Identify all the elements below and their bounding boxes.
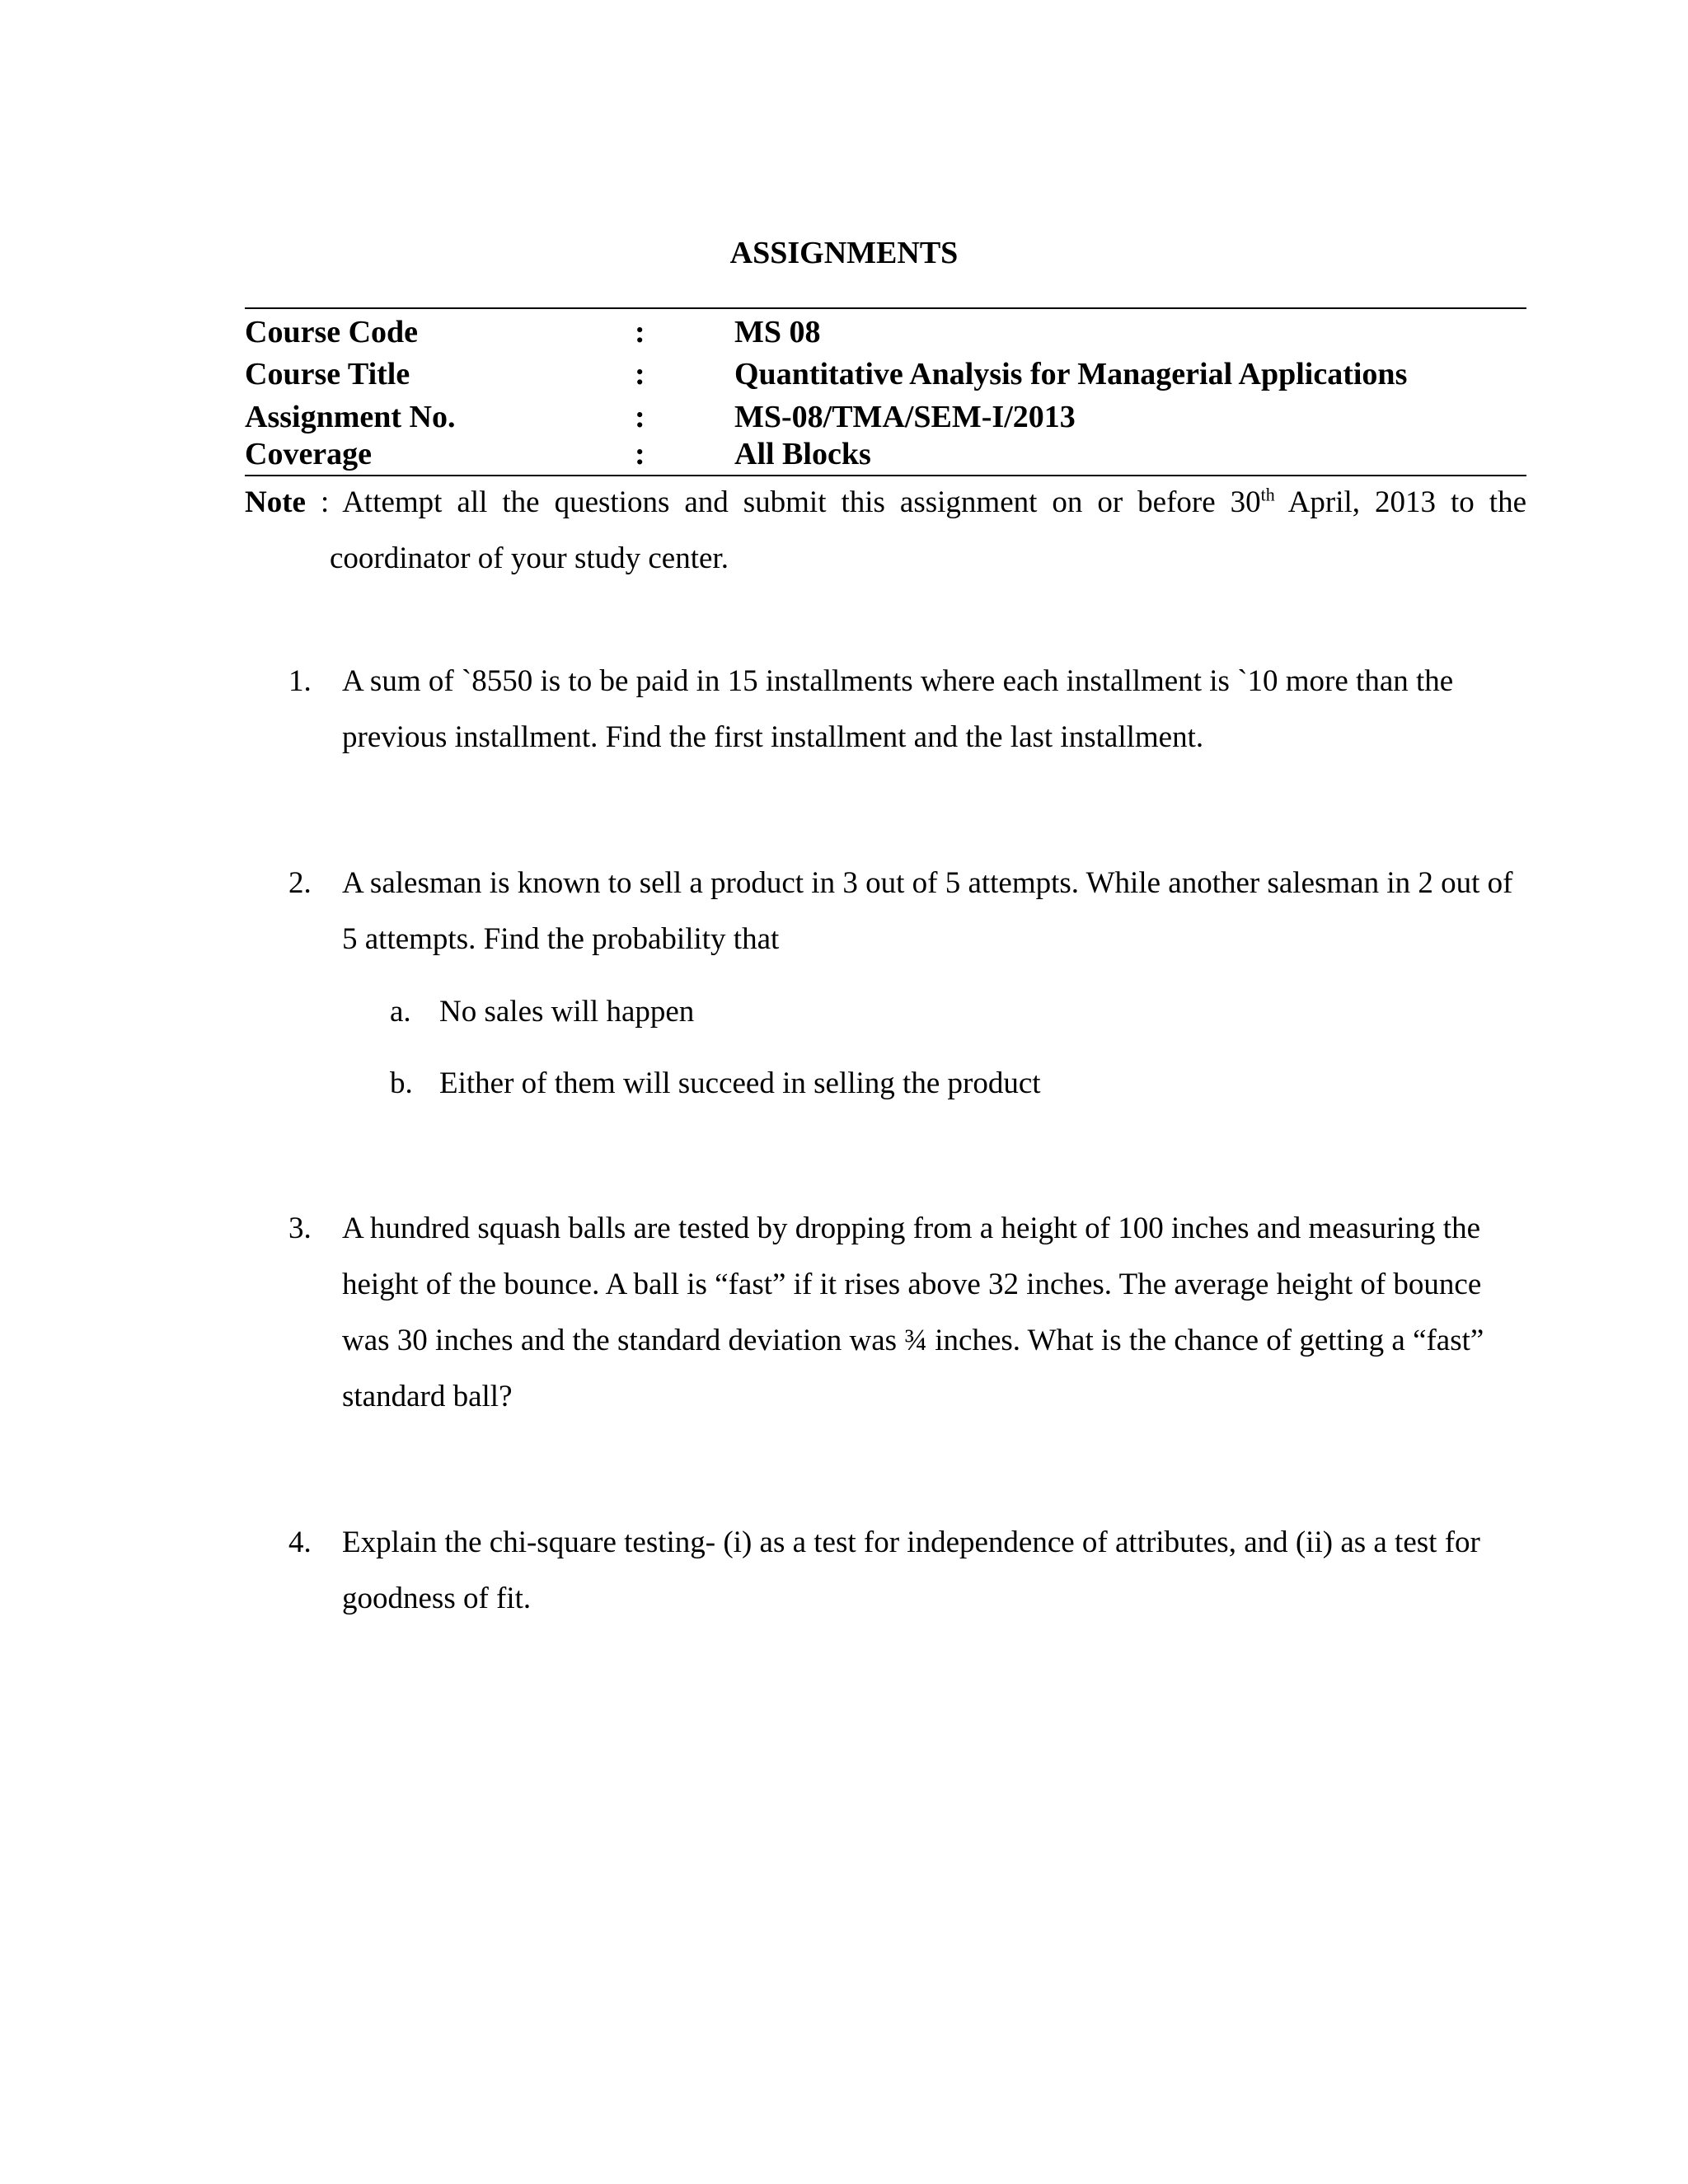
note-text-c: coordinator of your study center.: [330, 541, 729, 575]
question-text: A hundred squash balls are tested by dropping from a height of 100 inches and measuring the height of the bounce. A ball is “fast” if it rises above 32 inches. The average height of bounce was 30 inches and the standard deviation was ¾ inches. What is the chance of getting a “fast” standard ball?: [342, 1212, 1484, 1413]
question-number: 3.: [288, 1212, 312, 1245]
question-number: 1.: [288, 664, 312, 698]
page-title: ASSIGNMENTS: [729, 236, 959, 270]
question-2: [288, 855, 1529, 968]
question-number: 4.: [288, 1526, 312, 1559]
note-text-a: Attempt all the questions and submit this assignment on or before 30: [342, 485, 1261, 519]
meta-key: Course Title: [245, 357, 410, 391]
question-number: 2.: [288, 866, 312, 900]
top-rule: [245, 307, 1526, 309]
note-text-b: April, 2013 to the: [1274, 485, 1526, 519]
note-sep: :: [305, 485, 343, 519]
meta-key: Assignment No.: [245, 400, 456, 434]
question-3: [288, 1201, 1529, 1425]
option-label: a.: [390, 995, 411, 1029]
note-block: [245, 475, 1526, 587]
note-sup: th: [1260, 484, 1275, 505]
option-label: b.: [390, 1066, 413, 1100]
question-text: A salesman is known to sell a product in 3 out of 5 attempts. While another salesman in 2 out of 5 attempts. Find the probability that: [342, 866, 1513, 956]
option-text: Either of them will succeed in selling the product: [439, 1066, 1041, 1100]
meta-colon: :: [635, 400, 645, 434]
meta-key: Coverage: [245, 437, 373, 471]
note-label: Note: [245, 485, 306, 519]
question-4: [288, 1515, 1529, 1627]
meta-value: Quantitative Analysis for Managerial Applications: [734, 357, 1408, 391]
meta-key: Course Code: [245, 315, 419, 349]
meta-value: MS-08/TMA/SEM-I/2013: [734, 400, 1076, 434]
note-line-1: [245, 475, 1526, 531]
question-text: A sum of `8550 is to be paid in 15 installments where each installment is `10 more than the previous installment. Find the first installment and the last installment.: [342, 664, 1454, 754]
meta-colon: :: [635, 357, 645, 391]
meta-colon: :: [635, 437, 645, 471]
meta-value: All Blocks: [734, 437, 871, 471]
question-text: Explain the chi-square testing- (i) as a test for independence of attributes, and (ii) as a test for goodness of fit.: [342, 1526, 1480, 1615]
option-text: No sales will happen: [439, 995, 695, 1029]
meta-value: MS 08: [734, 315, 821, 349]
question-1: [288, 654, 1529, 766]
meta-colon: :: [635, 315, 645, 349]
